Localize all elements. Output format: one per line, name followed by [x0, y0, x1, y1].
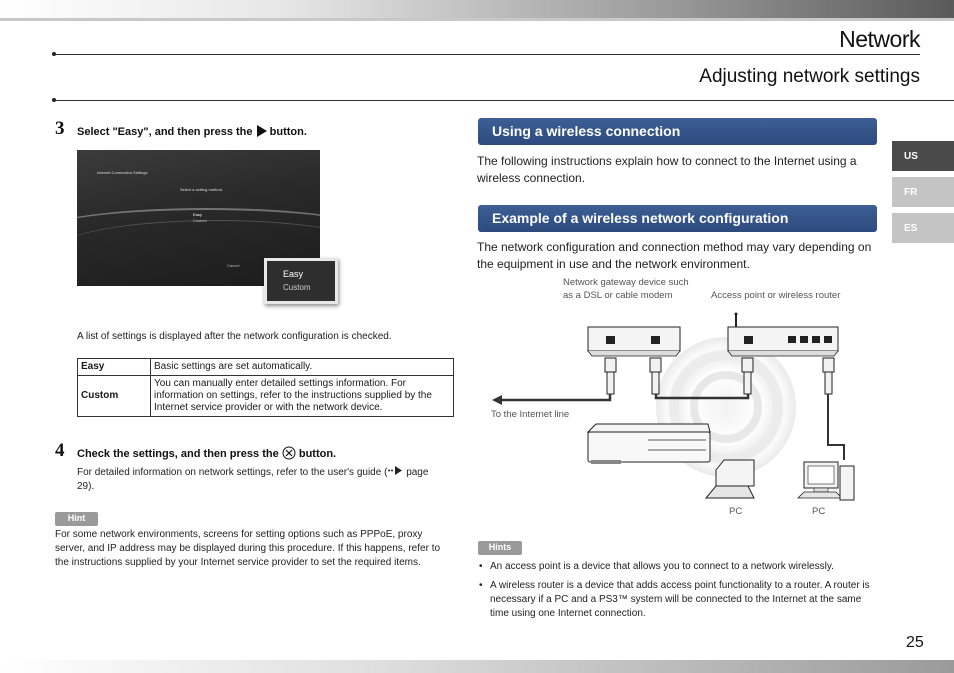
screen-option-custom: Custom [193, 218, 207, 223]
pc-cable [828, 394, 844, 460]
gateway-device-icon [588, 327, 680, 356]
screen-title: Internet Connection Settings [97, 170, 148, 175]
settings-table [77, 358, 454, 417]
page-reference-icon [387, 466, 403, 475]
left-arrow-icon [492, 395, 502, 405]
hint-label: Hint [55, 512, 98, 526]
wireless-intro: The following instructions explain how to connect to the Internet using a wireless connection. [477, 154, 857, 185]
example-heading: Example of a wireless network configuration [478, 205, 877, 232]
zoom-option-easy: Easy [283, 269, 304, 279]
pc-label: PC [729, 506, 743, 517]
top-accent-line [0, 18, 954, 21]
step4-instruction-suffix: button. [298, 448, 337, 460]
section-title: Network [839, 26, 920, 52]
table-value: You can manually enter detailed settings information. For information on settings, refer to the instructions supplied by the Internet service provider or with the network device. [151, 376, 454, 417]
top-gradient-bar [0, 0, 954, 18]
hints-list [478, 560, 878, 626]
router-label: Access point or wireless router [711, 290, 841, 301]
hint-text: For some network environments, screens for setting options such as PPPoE, proxy server, and IP address may be displayed during this procedure. If this happens, refer to the instructions supplied by your Internet service provider to set the required items. [55, 529, 441, 568]
screen-cancel: Cancel [227, 263, 240, 268]
page-subtitle: Adjusting network settings [699, 66, 920, 87]
table-row [78, 359, 454, 376]
wireless-heading: Using a wireless connection [478, 118, 877, 145]
step4-detail-text: For detailed information on network settings, refer to the user's guide ( [77, 467, 388, 478]
hints-label: Hints [478, 541, 522, 555]
screen-prompt: Select a setting method. [180, 187, 223, 192]
internet-cable [538, 394, 610, 400]
table-value: Basic settings are set automatically. [151, 359, 454, 376]
network-diagram [478, 270, 878, 520]
internet-line-label: To the Internet line [491, 409, 570, 420]
page-number: 25 [906, 634, 924, 651]
ps3-console-icon [588, 424, 710, 464]
table-key: Easy [78, 359, 151, 376]
cross-button-icon [282, 446, 296, 460]
settings-list-note: A list of settings is displayed after the network configuration is checked. [77, 331, 392, 342]
desktop-pc-icon [798, 462, 854, 500]
router-device-icon [728, 313, 838, 357]
step3-instruction-prefix: Select "Easy", and then press the [77, 126, 253, 138]
step4-instruction [77, 446, 336, 460]
list-item: • An access point is a device that allows you to connect to a network wirelessly. [478, 560, 878, 574]
pc-label: PC [812, 506, 826, 517]
gateway-label: Network gateway device such as a DSL or cable modem [563, 277, 689, 301]
diagram-drawing [478, 270, 878, 520]
step-number: 4 [55, 440, 65, 461]
bottom-gradient-bar [0, 660, 954, 673]
step-number: 3 [55, 118, 65, 139]
right-arrow-icon [256, 125, 267, 137]
lang-tab-us[interactable]: US [892, 141, 954, 171]
table-row [78, 376, 454, 417]
step4-detail [77, 466, 447, 494]
step4-detail-ref: page 29). [77, 467, 429, 492]
header-rule [55, 54, 920, 55]
step4-instruction-prefix: Check the settings, and then press the [77, 448, 279, 460]
subtitle-rule [55, 100, 954, 101]
zoom-option-custom: Custom [283, 283, 311, 292]
lang-tab-fr[interactable]: FR [892, 177, 954, 207]
list-item: • A wireless router is a device that adds access point functionality to a router. A router is necessary if a PC and a PS3™ system will be connected to the Internet at the same time using one Internet connection. [478, 579, 878, 621]
table-key: Custom [78, 376, 151, 417]
screen-option-easy: Easy [193, 212, 202, 217]
step3-instruction [77, 125, 307, 138]
lang-tab-es[interactable]: ES [892, 213, 954, 243]
zoom-callout [264, 258, 338, 304]
example-intro: The network configuration and connection method may vary depending on the equipment in use and the network environment. [477, 240, 872, 271]
step3-instruction-suffix: button. [269, 126, 307, 138]
